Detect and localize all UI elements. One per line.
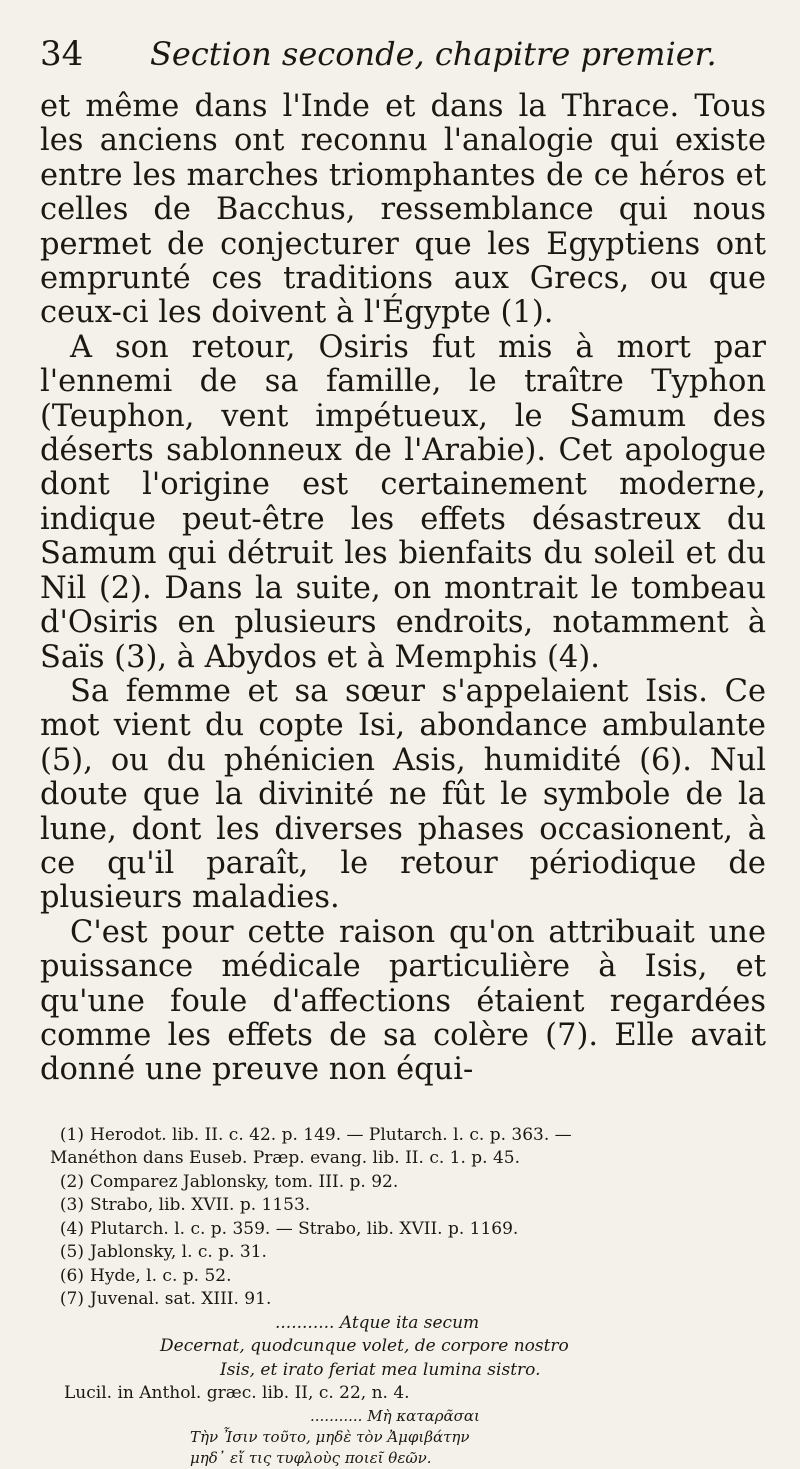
greek-line: Τὴν Ἶσιν τοῦτο, μηδὲ τὸν Ἀμφιβάτην	[190, 1427, 470, 1446]
greek-line: μηδ᾽ εἴ τις τυφλοὺς ποιεῖ θεῶν.	[190, 1448, 432, 1467]
footnote-3	[40, 1194, 766, 1218]
greek-quotation	[40, 1406, 766, 1469]
footnote-7	[40, 1288, 766, 1312]
paragraph-4: C'est pour cette raison qu'on attribuait une puissance médicale particulière à Isis, et qu'une foule d'affections étaient regardées comme les effets de sa colère (7). Elle avait donné une preuve non équi-	[40, 914, 766, 1088]
paragraph-1: et même dans l'Inde et dans la Thrace. Tous les anciens ont reconnu l'analogie qui existe entre les marches triomphantes de ce héros et celles de Bacchus, ressemblance qui nous permet de conjecturer que les Egyptiens ont emprunté ces traditions aux Grecs, ou que ceux-ci les doivent à l'Égypte (1).	[40, 89, 766, 331]
latin-quotation	[40, 1312, 766, 1383]
footnote-4	[40, 1218, 766, 1242]
greek-line: ........... Μὴ καταρᾶσαι	[310, 1406, 480, 1425]
footnote-number: (6)	[59, 1265, 84, 1286]
paragraph-3: Sa femme et sa sœur s'appelaient Isis. Ce mot vient du copte Isi, abondance ambulante (5), ou du phénicien Asis, humidité (6). Nul doute que la divinité ne fût le symbole de la lune, dont les diverses phases occasionent, à ce qu'il paraît, le retour périodique de plusieurs maladies.	[40, 673, 766, 916]
quotation-source: Lucil. in Anthol. græc. lib. II, c. 22, n. 4.	[64, 1383, 410, 1404]
footnote-number: (3)	[59, 1195, 84, 1216]
footnote-text: Comparez Jablonsky, tom. III. p. 92.	[90, 1171, 399, 1192]
footnote-text: Jablonsky, l. c. p. 31.	[90, 1242, 267, 1263]
footnote-text: Strabo, lib. XVII. p. 1153.	[90, 1195, 311, 1216]
footnote-number: (4)	[59, 1218, 84, 1239]
footnote-number: (7)	[59, 1289, 84, 1310]
footnotes	[40, 1124, 766, 1469]
verse-line: Decernat, quodcunque volet, de corpore nostro	[160, 1336, 569, 1357]
footnote-text: Manéthon dans Euseb. Præp. evang. lib. II. c. 1. p. 45.	[50, 1148, 520, 1169]
footnote-text: Juvenal. sat. XIII. 91.	[90, 1289, 272, 1310]
footnote-1	[40, 1124, 766, 1148]
page-header	[40, 34, 766, 90]
verse-line: Isis, et irato feriat mea lumina sistro.	[220, 1359, 541, 1380]
footnote-number: (5)	[59, 1242, 84, 1263]
footnote-number: (1)	[59, 1124, 84, 1145]
footnote-2	[40, 1171, 766, 1195]
page-number: 34	[40, 34, 84, 74]
footnote-6	[40, 1265, 766, 1289]
footnote-text: Hyde, l. c. p. 52.	[90, 1265, 232, 1286]
verse-line: ........... Atque ita secum	[275, 1312, 480, 1333]
running-title: Section seconde, chapitre premier.	[150, 35, 717, 73]
footnote-number: (2)	[59, 1171, 84, 1192]
body-text	[40, 90, 766, 1088]
footnote-5	[40, 1241, 766, 1265]
paragraph-2: A son retour, Osiris fut mis à mort par l'ennemi de sa famille, le traître Typhon (Teuphon, vent impétueux, le Samum des déserts sablonneux de l'Arabie). Cet apologue dont l'origine est certainement moderne, indique peut-être les effets désastreux du Samum qui détruit les bienfaits du soleil et du Nil (2). Dans la suite, on montrait le tombeau d'Osiris en plusieurs endroits, notamment à Saïs (3), à Abydos et à Memphis (4).	[40, 329, 766, 675]
footnote-text: Plutarch. l. c. p. 359. — Strabo, lib. XVII. p. 1169.	[90, 1218, 519, 1239]
footnote-1-continued	[40, 1147, 766, 1171]
footnote-text: Herodot. lib. II. c. 42. p. 149. — Plutarch. l. c. p. 363. —	[90, 1124, 572, 1145]
